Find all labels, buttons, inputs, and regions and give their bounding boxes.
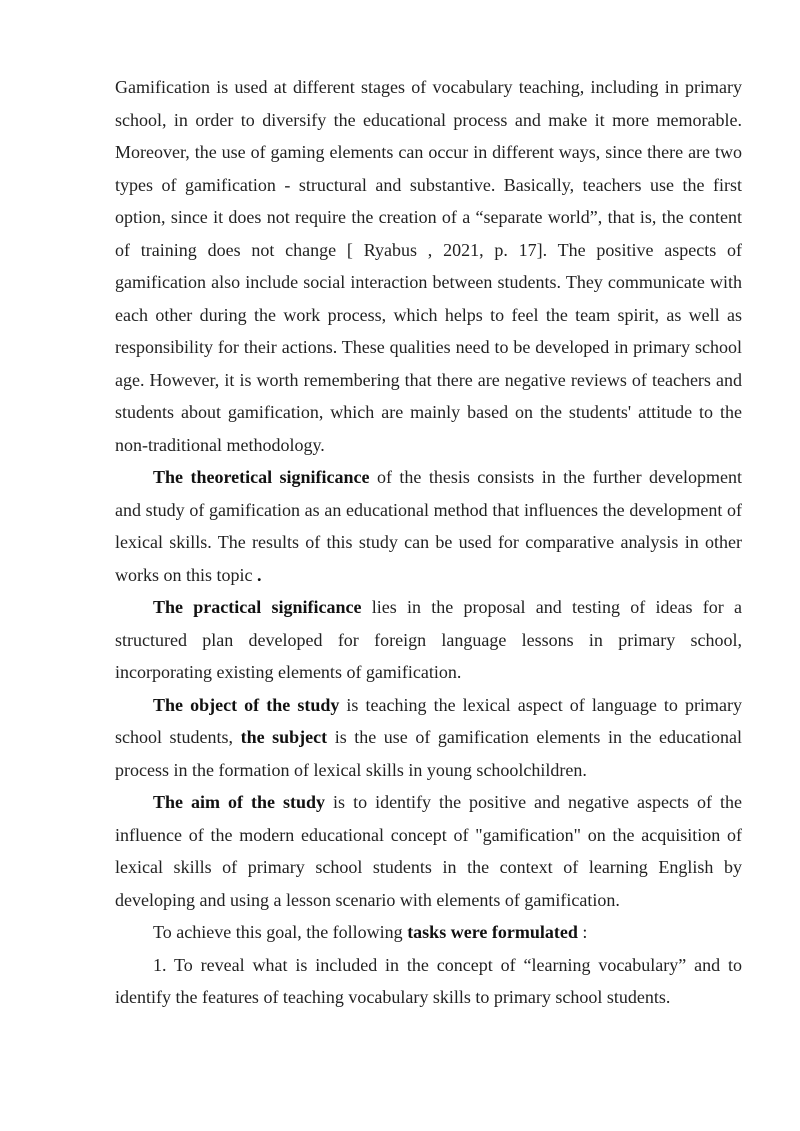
list-item-task-1	[115, 949, 742, 1014]
paragraph-text: :	[577, 922, 588, 942]
paragraph-tasks-intro	[115, 916, 742, 949]
paragraph-aim	[115, 786, 742, 916]
paragraph-text: is the use of gamification elements in the educational process in the formation of lexical skills in young schoolchildren.	[115, 727, 742, 780]
paragraph-text: of the thesis consists in the further development and study of gamification as an educational method that influences the development of lexical skills. The results of this study can be used for comparative analysis in other works on this topic	[115, 467, 742, 585]
paragraph-text: 1. To reveal what is included in the concept of “learning vocabulary” and to identify the features of teaching vocabulary skills to primary school students.	[115, 954, 742, 1007]
paragraph-text: is to identify the positive and negative aspects of the influence of the modern educational concept of "gamification" on the acquisition of lexical skills of primary school students in the context of learning English by developing and using a lesson scenario with elements of gamification.	[115, 792, 743, 910]
bold-period: .	[257, 564, 262, 585]
document-body	[115, 71, 742, 1014]
paragraph-theoretical-significance	[115, 461, 742, 591]
bold-term: The theoretical significance	[153, 467, 370, 487]
paragraph-practical-significance	[115, 591, 742, 689]
paragraph-text: lies in the proposal and testing of ideas for a structured plan developed for foreign language lessons in primary school, incorporating existing elements of gamification.	[115, 597, 742, 682]
bold-term: The practical significance	[153, 597, 362, 617]
paragraph-text: To achieve this goal, the following	[153, 922, 408, 942]
bold-term: tasks were formulated	[407, 922, 578, 942]
paragraph-text: Gamification is used at different stages of vocabulary teaching, including in primary school, in order to diversify the educational process and make it more memorable. Moreover, the use of gaming elements can occur in different ways, since there are two types of gamification - structural and substantive. Basically, teachers use the first option, since it does not require the creation of a “separate world”, that is, the content of training does not change [ Ryabus , 2021, p. 17]. The positive aspects of gamification also include social interaction between students. They communicate with each other during the work process, which helps to feel the team spirit, as well as responsibility for their actions. These qualities need to be developed in primary school age. However, it is worth remembering that there are negative reviews of teachers and students about gamification, which are mainly based on the students' attitude to the non-traditional methodology.	[115, 77, 742, 455]
bold-term: The object of the study	[153, 694, 340, 715]
paragraph-gamification	[115, 71, 742, 461]
paragraph-text: is teaching the lexical aspect of language to primary school students,	[115, 694, 742, 747]
bold-term: the subject	[240, 727, 328, 747]
paragraph-object-subject	[115, 689, 742, 787]
bold-term: The aim of the study	[153, 792, 326, 812]
